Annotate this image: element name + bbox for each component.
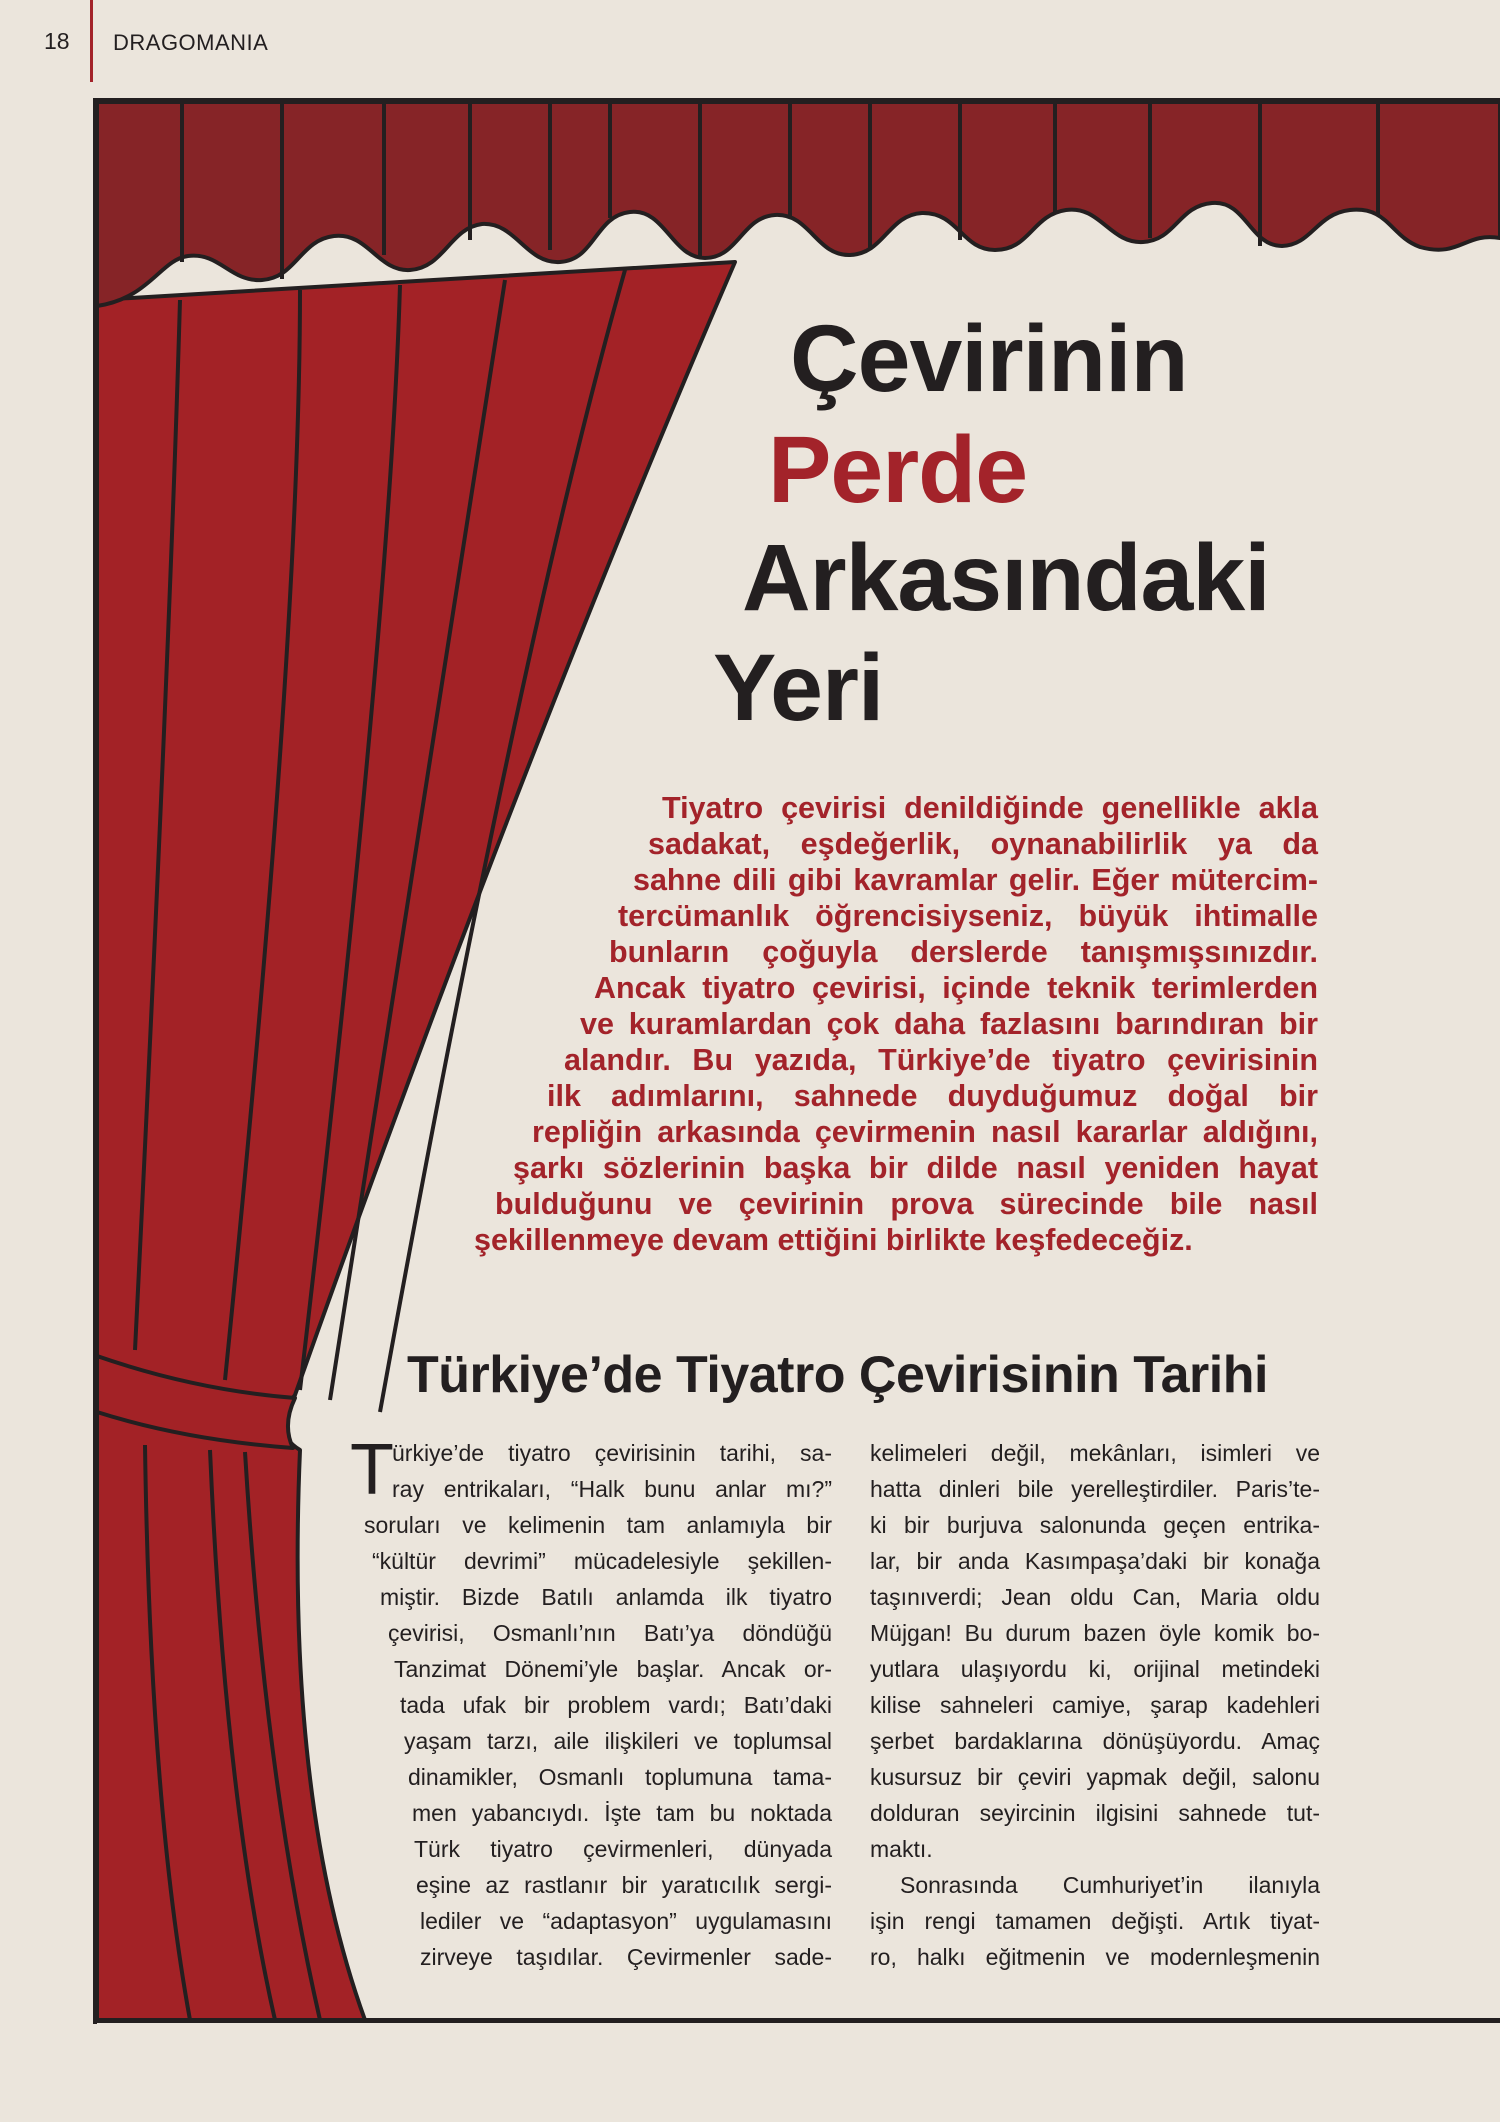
frame-bottom-border (93, 2018, 1500, 2023)
body-line: ray entrikaları, “Halk bunu anlar mı?” (392, 1476, 832, 1502)
lead-line: bulduğunu ve çevirinin prova sürecinde bile nasıl (495, 1187, 1318, 1221)
lead-line: bunların çoğuyla derslerde tanışmışsınızdır. (609, 935, 1318, 969)
article-title-line-4: Yeri (713, 635, 884, 741)
body-line: yaşam tarzı, aile ilişkileri ve toplumsal (404, 1728, 832, 1754)
lead-line: alandır. Bu yazıda, Türkiye’de tiyatro çevirisinin (564, 1043, 1318, 1077)
article-title-line-1: Çevirinin (790, 306, 1188, 412)
body-line: işin rengi tamamen değişti. Artık tiyat- (870, 1908, 1320, 1934)
lead-line: Tiyatro çevirisi denildiğinde genellikle akla (662, 791, 1318, 825)
body-line: kilise sahneleri camiye, şarap kadehleri (870, 1692, 1320, 1718)
body-line: Tanzimat Dönemi’yle başlar. Ancak or- (394, 1656, 832, 1682)
body-line: şerbet bardaklarına dönüşüyordu. Amaç (870, 1728, 1320, 1754)
body-line: tada ufak bir problem vardı; Batı’daki (400, 1692, 832, 1718)
body-line: lediler ve “adaptasyon” uygulamasını (420, 1908, 832, 1934)
body-line: hatta dinleri bile yerelleştirdiler. Paris’te- (870, 1476, 1320, 1502)
lead-line: sadakat, eşdeğerlik, oynanabilirlik ya da (648, 827, 1318, 861)
body-line: ro, halkı eğitmenin ve modernleşmenin (870, 1944, 1320, 1970)
body-line: “kültür devrimi” mücadelesiyle şekillen- (372, 1548, 832, 1574)
body-line: zirveye taşıdılar. Çevirmenler sade- (420, 1944, 832, 1970)
body-line: soruları ve kelimenin tam anlamıyla bir (364, 1512, 832, 1538)
body-line: Sonrasında Cumhuriyet’in ilanıyla (900, 1872, 1320, 1898)
body-line: dolduran seyircinin ilgisini sahnede tut- (870, 1800, 1320, 1826)
body-line: ki bir burjuva salonunda geçen entrika- (870, 1512, 1320, 1538)
lead-line: Ancak tiyatro çevirisi, içinde teknik terimlerden (594, 971, 1318, 1005)
body-line: miştir. Bizde Batılı anlamda ilk tiyatro (380, 1584, 832, 1610)
body-line: yutlara ulaşıyordu ki, orijinal metindeki (870, 1656, 1320, 1682)
article-title-line-2: Perde (768, 417, 1028, 523)
drop-cap: T (350, 1430, 394, 1510)
body-line: eşine az rastlanır bir yaratıcılık sergi- (416, 1872, 832, 1898)
body-line: men yabancıydı. İşte tam bu noktada (412, 1800, 832, 1826)
lead-line: ilk adımlarını, sahnede duyduğumuz doğal bir (547, 1079, 1318, 1113)
article-title-line-3: Arkasındaki (742, 525, 1270, 631)
body-line: ürkiye’de tiyatro çevirisinin tarihi, sa- (392, 1440, 832, 1466)
lead-line: tercümanlık öğrencisiyseniz, büyük ihtimalle (618, 899, 1318, 933)
curtain-valance (97, 102, 1500, 306)
lead-line: ve kuramlardan çok daha fazlasını barındıran bir (580, 1007, 1318, 1041)
body-line: maktı. (870, 1836, 933, 1862)
frame-left-border (93, 98, 97, 2024)
body-line: kusursuz bir çeviri yapmak değil, salonu (870, 1764, 1320, 1790)
lead-line: sahne dili gibi kavramlar gelir. Eğer mütercim- (633, 863, 1318, 897)
section-heading: Türkiye’de Tiyatro Çevirisinin Tarihi (407, 1346, 1268, 1404)
body-line: lar, bir anda Kasımpaşa’daki bir konağa (870, 1548, 1320, 1574)
magazine-name: DRAGOMANIA (113, 30, 269, 55)
lead-line: şarkı sözlerinin başka bir dilde nasıl yeniden hayat (513, 1151, 1318, 1185)
body-line: taşınıverdi; Jean oldu Can, Maria oldu (870, 1584, 1320, 1610)
body-line: Müjgan! Bu durum bazen öyle komik bo- (870, 1620, 1320, 1646)
lead-line: repliğin arkasında çevirmenin nasıl kararlar aldığını, (532, 1115, 1318, 1149)
body-line: çevirisi, Osmanlı’nın Batı’ya döndüğü (388, 1620, 832, 1646)
frame-top-border (93, 98, 1500, 102)
body-line: Türk tiyatro çevirmenleri, dünyada (414, 1836, 832, 1862)
body-line: dinamikler, Osmanlı toplumuna tama- (408, 1764, 832, 1790)
body-line: kelimeleri değil, mekânları, isimleri ve (870, 1440, 1320, 1466)
lead-line: şekillenmeye devam ettiğini birlikte keşfedeceğiz. (474, 1223, 1193, 1257)
page-number: 18 (44, 28, 70, 54)
